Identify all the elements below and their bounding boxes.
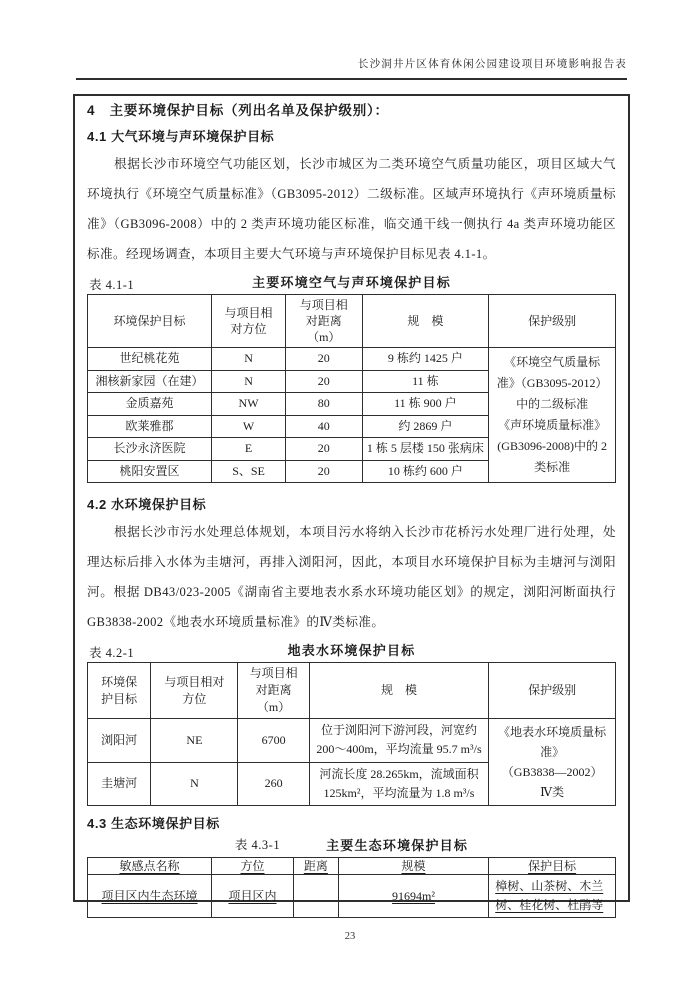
column-header: 保护目标: [489, 858, 616, 875]
column-header: 环境保护目标: [88, 295, 212, 348]
surface-water-protection-table: [87, 662, 616, 806]
column-header: 保护级别: [489, 663, 616, 719]
table-cell: [293, 875, 338, 918]
section-43-heading: 4.3 生态环境保护目标: [87, 816, 220, 831]
protection-line: 《声环境质量标准》(GB3096-2008)中的 2 类标准: [497, 418, 607, 474]
column-header: 与项目相对距离（m）: [238, 663, 309, 719]
column-header: 距离: [293, 858, 338, 875]
table-row: [88, 348, 616, 371]
table-cell: 80: [285, 393, 362, 416]
table-cell: 1 栋 5 层楼 150 张病床: [362, 438, 489, 461]
column-header: 规模: [338, 858, 488, 875]
column-header: 敏感点名称: [88, 858, 212, 875]
table-411-caption-title: 主要环境空气与声环境保护目标: [252, 275, 451, 290]
table-row: [88, 719, 616, 763]
table-431-caption-label: 表 4.3-1: [234, 838, 281, 852]
column-header: 与项目相对方位: [151, 663, 238, 719]
table-cell: 湘核新家园（在建）: [88, 370, 212, 393]
protection-line: 《地表水环境质量标准》: [498, 725, 607, 759]
table-cell: N: [151, 762, 238, 806]
table-cell: 10 栋约 600 户: [362, 460, 489, 483]
table-cell: 长沙永济医院: [88, 438, 212, 461]
protection-line: 《环境空气质量标准》（GB3095-2012）中的二级标准: [496, 355, 608, 411]
table-cell: 9 栋约 1425 户: [362, 348, 489, 371]
page-number: 23: [344, 931, 356, 942]
table-421-caption-title: 地表水环境保护目标: [287, 643, 416, 658]
table-cell: 金质嘉苑: [88, 393, 212, 416]
table-cell: 河流长度 28.265km，流域面积 125km²，平均流量为 1.8 m³/s: [309, 762, 489, 806]
protection-level-cell: [489, 719, 616, 806]
section-42-paragraph: 根据长沙市污水处理总体规划，本项目污水将纳入长沙市花桥污水处理厂进行处理，处理达标后排入水体为圭塘河，再排入浏阳河，因此，本项目水环境保护目标为圭塘河与浏阳河。根据 DB43/023-2005《湖南省主要地表水系水环境功能区划》的规定，浏阳河断面执行 GB3838-2002《地表水环境质量标准》的Ⅳ类标准。: [87, 525, 616, 629]
air-noise-protection-table: [87, 294, 616, 483]
table-cell: 世纪桃花苑: [88, 348, 212, 371]
table-cell: 260: [238, 762, 309, 806]
table-cell: 项目区内: [212, 875, 294, 918]
table-421-caption-label: 表 4.2-1: [89, 646, 135, 660]
column-header: 方位: [212, 858, 294, 875]
section-41-heading: 4.1 大气环境与声环境保护目标: [87, 129, 275, 144]
column-header: 规 模: [362, 295, 489, 348]
table-row: [88, 875, 616, 918]
table-411-caption: [87, 273, 616, 292]
table-cell: 约 2869 户: [362, 415, 489, 438]
protection-line: Ⅳ类: [540, 785, 565, 799]
column-header: 环境保护目标: [88, 663, 151, 719]
column-header: 规 模: [309, 663, 489, 719]
table-cell: 圭塘河: [88, 762, 151, 806]
table-cell: 11 栋: [362, 370, 489, 393]
table-cell: 40: [285, 415, 362, 438]
table-cell: 11 栋 900 户: [362, 393, 489, 416]
table-cell: 20: [285, 438, 362, 461]
column-header: 与项目相对距离（m）: [285, 295, 362, 348]
table-cell: W: [212, 415, 286, 438]
table-cell: 浏阳河: [88, 719, 151, 763]
eco-protection-table: [87, 857, 616, 918]
table-cell: 20: [285, 370, 362, 393]
table-cell: 20: [285, 460, 362, 483]
protection-line: （GB3838—2002）: [501, 765, 603, 779]
table-cell: 91694m²: [338, 875, 488, 918]
table-header-row: [88, 858, 616, 875]
table-cell: E: [212, 438, 286, 461]
protection-level-cell: [489, 348, 616, 483]
column-header: 保护级别: [489, 295, 616, 348]
section-41-paragraph: 根据长沙市环境空气功能区划，长沙市城区为二类环境空气质量功能区，项目区域大气环境执行《环境空气质量标准》（GB3095-2012）二级标准。区域声环境执行《声环境质量标准》（GB3096-2008）中的 2 类声环境功能区标准，临交通干线一侧执行 4a 类声环境功能区标准。经现场调查，本项目主要大气环境与声环境保护目标见表 4.1-1。: [87, 157, 616, 261]
table-cell: N: [212, 370, 286, 393]
table-cell: NW: [212, 393, 286, 416]
table-cell: N: [212, 348, 286, 371]
table-431-caption: [87, 836, 616, 855]
table-header-row: [88, 663, 616, 719]
table-421-caption: [87, 641, 616, 660]
doc-header-title: 长沙洞井片区体育休闲公园建设项目环境影响报告表: [357, 59, 627, 70]
table-cell: NE: [151, 719, 238, 763]
table-cell: 20: [285, 348, 362, 371]
table-cell: 6700: [238, 719, 309, 763]
table-cell: 欧莱雅郡: [88, 415, 212, 438]
content-box: [73, 94, 630, 912]
table-431-caption-title: 主要生态环境保护目标: [326, 838, 469, 853]
column-header: 与项目相对方位: [212, 295, 286, 348]
header-rule: [76, 78, 627, 80]
table-header-row: [88, 295, 616, 348]
table-cell: 项目区内生态环境: [88, 875, 212, 918]
table-cell: 樟树、山茶树、木兰树、桂花树、杜鹃等: [489, 875, 616, 918]
table-cell: 位于浏阳河下游河段，河宽约 200～400m，平均流量 95.7 m³/s: [309, 719, 489, 763]
table-cell: 桃阳安置区: [88, 460, 212, 483]
section-4-heading: 4 主要环境保护目标（列出名单及保护级别）：: [87, 103, 389, 118]
table-411-caption-label: 表 4.1-1: [89, 278, 135, 292]
table-cell: S、SE: [212, 460, 286, 483]
section-42-heading: 4.2 水环境保护目标: [87, 497, 207, 512]
